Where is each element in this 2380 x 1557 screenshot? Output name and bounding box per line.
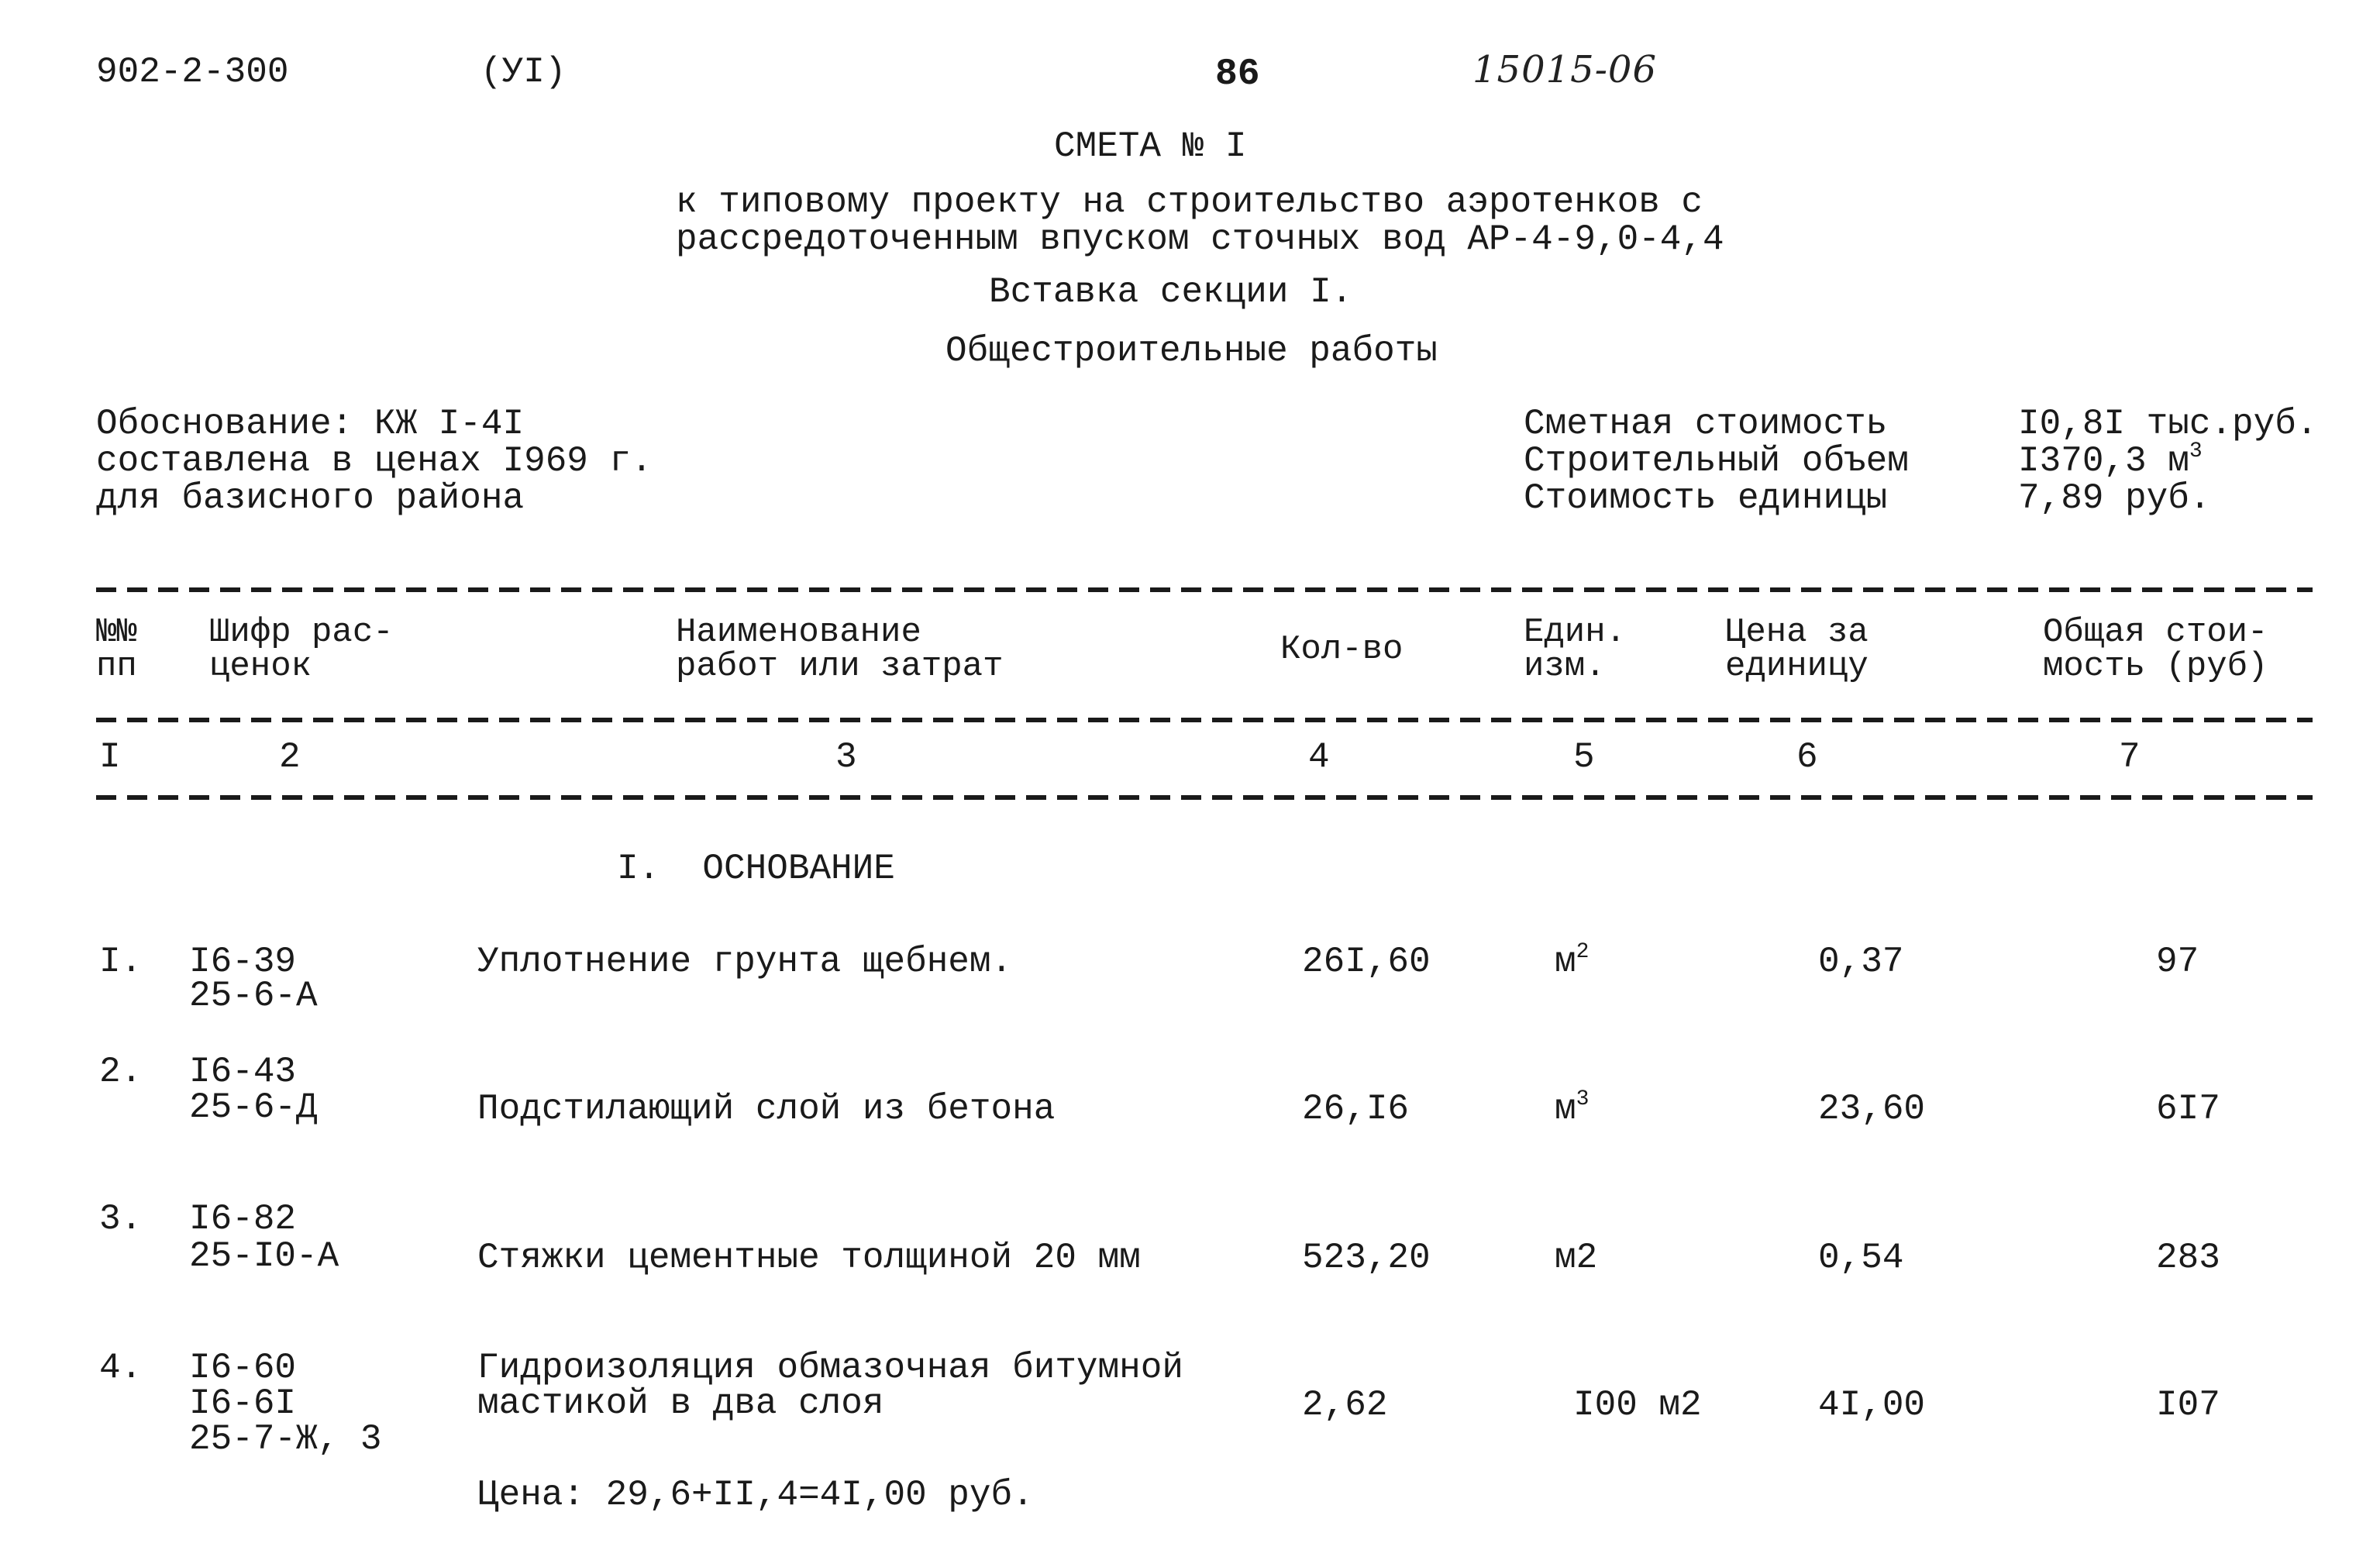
column-numbers-rule	[96, 795, 2313, 800]
column-number-6: 6	[1796, 737, 1818, 777]
column-number-1: I	[99, 737, 121, 777]
row4-unit: I00 м2	[1573, 1385, 1702, 1425]
basis-line-2: составлена в ценах I969 г.	[96, 441, 653, 481]
title-line-2: к типовому проекту на строительство аэротенков с	[676, 182, 1703, 222]
page-number: 86	[1215, 53, 1260, 95]
column-number-4: 4	[1308, 737, 1330, 777]
section-title: I. ОСНОВАНИЕ	[617, 849, 895, 889]
title-line-5: Общестроительные работы	[945, 331, 1438, 371]
header-col3-line2: работ или затрат	[676, 647, 1004, 686]
volume-value	[2018, 439, 2203, 481]
header-col6-line2: единицу	[1725, 647, 1869, 686]
row2-unit-base: м	[1555, 1089, 1576, 1129]
row4-price: 4I,00	[1818, 1385, 1926, 1425]
column-number-5: 5	[1573, 737, 1595, 777]
header-col7-line2: мость (руб)	[2043, 647, 2268, 686]
row1-unit-base: м	[1555, 942, 1576, 982]
row3-number: 3.	[99, 1199, 143, 1239]
basis-line-3: для базисного района	[96, 478, 525, 518]
cost-label: Сметная стоимость	[1524, 404, 1888, 444]
header-col5-line2: изм.	[1524, 647, 1606, 686]
row1-name: Уплотнение грунта щебнем.	[477, 942, 1013, 982]
row3-price: 0,54	[1818, 1238, 1904, 1278]
title-line-3: рассредоточенным впуском сточных вод АР-4-9,0-4,4	[676, 219, 1724, 260]
row2-code-1: I6-43	[189, 1052, 297, 1092]
unit-cost-label: Стоимость единицы	[1524, 478, 1888, 518]
row2-name: Подстилающий слой из бетона	[477, 1089, 1056, 1129]
column-number-2: 2	[279, 737, 301, 777]
row2-total: 6I7	[2156, 1089, 2220, 1129]
row2-code-2: 25-6-Д	[189, 1087, 318, 1128]
row1-total: 97	[2156, 942, 2199, 982]
row1-code-1: I6-39	[189, 942, 297, 982]
row1-code-2: 25-6-А	[189, 976, 318, 1016]
row4-total: I07	[2156, 1385, 2220, 1425]
row4-name-line-2: мастикой в два слоя	[477, 1383, 884, 1424]
header-col1-line1: №№	[96, 613, 137, 652]
row2-number: 2.	[99, 1052, 143, 1092]
row1-quantity: 26I,60	[1302, 942, 1431, 982]
row4-quantity: 2,62	[1302, 1385, 1388, 1425]
row2-quantity: 26,I6	[1302, 1089, 1410, 1129]
section-label: (УI)	[480, 52, 567, 92]
row2-unit-exponent: 3	[1576, 1087, 1590, 1111]
volume-label: Строительный объем	[1524, 441, 1909, 481]
volume-unit-exponent: 3	[2189, 439, 2203, 463]
row1-unit	[1555, 940, 1590, 982]
row1-price: 0,37	[1818, 942, 1904, 982]
row4-code-3: 25-7-Ж, 3	[189, 1419, 382, 1459]
title-line-4: Вставка секции I.	[989, 272, 1353, 312]
estimate-title: СМЕТА № I	[1054, 126, 1247, 167]
unit-cost-value: 7,89 руб.	[2018, 478, 2211, 518]
row4-number: 4.	[99, 1348, 143, 1388]
volume-number: I370,3 м	[2018, 441, 2189, 481]
row4-code-2: I6-6I	[189, 1383, 297, 1424]
row4-price-note: Цена: 29,6+II,4=4I,00 руб.	[477, 1475, 1034, 1515]
row4-name-line-1: Гидроизоляция обмазочная битумной	[477, 1348, 1183, 1388]
header-col7-line1: Общая стои-	[2043, 613, 2268, 652]
handwritten-stamp: 15015-06	[1472, 48, 1657, 91]
column-number-3: 3	[835, 737, 857, 777]
header-bottom-rule	[96, 718, 2313, 722]
header-col1-line2: пп	[96, 647, 137, 686]
row3-quantity: 523,20	[1302, 1238, 1431, 1278]
header-col5-line1: Един.	[1524, 613, 1627, 652]
row1-number: I.	[99, 942, 143, 982]
document-code: 902-2-300	[96, 52, 289, 92]
header-col2-line2: ценок	[209, 647, 312, 686]
row3-code-2: 25-I0-А	[189, 1236, 339, 1276]
row3-name: Стяжки цементные толщиной 20 мм	[477, 1238, 1141, 1278]
header-col3-line1: Наименование	[676, 613, 921, 652]
row3-unit: м2	[1555, 1238, 1598, 1278]
row3-code-1: I6-82	[189, 1199, 297, 1239]
header-col2-line1: Шифр рас-	[209, 613, 394, 652]
table-top-rule	[96, 587, 2313, 592]
row4-code-1: I6-60	[189, 1348, 297, 1388]
row3-total: 283	[2156, 1238, 2220, 1278]
header-col6-line1: Цена за	[1725, 613, 1869, 652]
column-number-7: 7	[2119, 737, 2141, 777]
row2-price: 23,60	[1818, 1089, 1926, 1129]
row2-unit	[1555, 1087, 1590, 1129]
cost-value: I0,8I тыс.руб.	[2018, 404, 2318, 444]
header-col4: Кол-во	[1280, 630, 1404, 669]
basis-line-1: Обоснование: КЖ I-4I	[96, 404, 525, 444]
row1-unit-exponent: 2	[1576, 940, 1590, 964]
